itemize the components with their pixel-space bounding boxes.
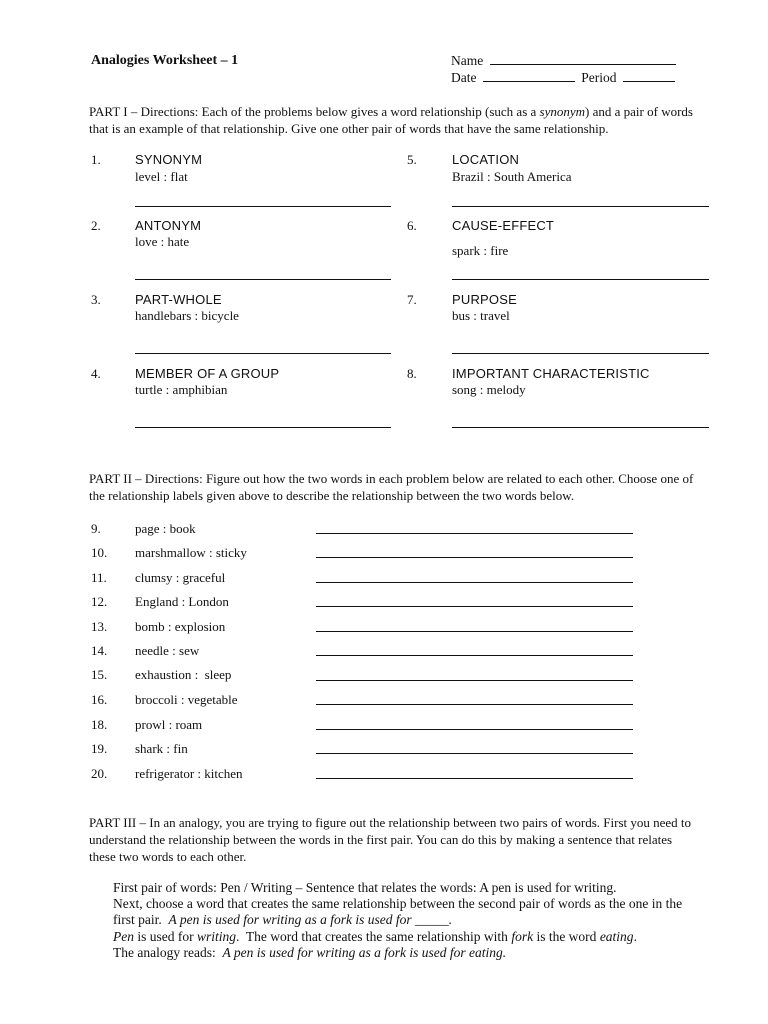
item-number: 13.	[91, 619, 108, 634]
word-pair: turtle : amphibian	[135, 382, 228, 397]
date-label: Date	[451, 70, 477, 85]
answer-line[interactable]	[316, 533, 633, 534]
part3-line5: The analogy reads: A pen is used for writing as a fork is used for eating.	[113, 945, 507, 960]
part3-line3: first pair. A pen is used for writing as a fork is used for _____.	[113, 912, 453, 927]
answer-line[interactable]	[316, 557, 633, 558]
answer-line[interactable]	[316, 680, 633, 681]
answer-line[interactable]	[452, 206, 709, 207]
relationship-label: PART-WHOLE	[135, 292, 222, 307]
word-pair: page : book	[135, 521, 196, 536]
word-pair: handlebars : bicycle	[135, 308, 239, 323]
word-pair: love : hate	[135, 234, 190, 249]
word-pair: marshmallow : sticky	[135, 545, 247, 560]
item-number: 12.	[91, 594, 108, 609]
answer-line[interactable]	[135, 353, 391, 354]
item-number: 15.	[91, 667, 108, 682]
word-pair: level : flat	[135, 169, 188, 184]
word-pair: song : melody	[452, 382, 526, 397]
answer-line[interactable]	[316, 753, 633, 754]
word-pair: Brazil : South America	[452, 169, 572, 184]
answer-line[interactable]	[316, 631, 633, 632]
word-pair: refrigerator : kitchen	[135, 766, 243, 781]
answer-line[interactable]	[452, 427, 709, 428]
item-number: 2.	[91, 218, 101, 233]
item-number: 10.	[91, 545, 108, 560]
word-pair: needle : sew	[135, 643, 200, 658]
word-pair: prowl : roam	[135, 717, 203, 732]
item-number: 18.	[91, 717, 108, 732]
worksheet-title: Analogies Worksheet – 1	[91, 53, 239, 68]
answer-line[interactable]	[135, 427, 391, 428]
item-number: 4.	[91, 366, 101, 381]
relationship-label: LOCATION	[452, 152, 520, 167]
period-label: Period	[581, 70, 617, 85]
part3-line1: First pair of words: Pen / Writing – Sentence that relates the words: A pen is used for writing.	[113, 880, 617, 895]
item-number: 14.	[91, 643, 108, 658]
period-field[interactable]	[623, 81, 675, 82]
word-pair: clumsy : graceful	[135, 570, 226, 585]
item-number: 20.	[91, 766, 108, 781]
answer-line[interactable]	[316, 778, 633, 779]
date-period-line	[451, 70, 675, 86]
answer-line[interactable]	[135, 279, 391, 280]
answer-line[interactable]	[452, 353, 709, 354]
part1-heading: PART I – Directions	[89, 104, 195, 119]
item-number: 7.	[407, 292, 417, 307]
item-number: 9.	[91, 521, 101, 536]
word-pair: exhaustion : sleep	[135, 667, 232, 682]
answer-line[interactable]	[135, 206, 391, 207]
part2-directions: PART II – Directions: Figure out how the two words in each problem below are related to each other. Choose one of the relationship labels given above to describe the relationship between the two words below.	[89, 471, 694, 503]
relationship-label: CAUSE-EFFECT	[452, 218, 555, 233]
answer-line[interactable]	[316, 582, 633, 583]
part3-line4: Pen is used for writing. The word that creates the same relationship with fork is the word eating.	[113, 929, 637, 944]
relationship-label: IMPORTANT CHARACTERISTIC	[452, 366, 650, 381]
relationship-label: PURPOSE	[452, 292, 517, 307]
name-line	[451, 53, 676, 69]
word-pair: England : London	[135, 594, 229, 609]
relationship-label: ANTONYM	[135, 218, 202, 233]
part3-intro: PART III – In an analogy, you are trying to figure out the relationship between two pairs of words. First you need to understand the relationship between the words in the first pair. You can do this by making a sentence that relates these two words to each other.	[89, 815, 692, 864]
date-field[interactable]	[483, 81, 575, 82]
part3-line2: Next, choose a word that creates the same relationship between the second pair of words as the one in the	[113, 896, 683, 911]
item-number: 3.	[91, 292, 101, 307]
word-pair: bomb : explosion	[135, 619, 226, 634]
item-number: 19.	[91, 741, 108, 756]
word-pair: spark : fire	[452, 243, 509, 258]
answer-line[interactable]	[316, 729, 633, 730]
answer-line[interactable]	[316, 655, 633, 656]
item-number: 8.	[407, 366, 417, 381]
relationship-label: MEMBER OF A GROUP	[135, 366, 280, 381]
name-field[interactable]	[490, 64, 676, 65]
name-label: Name	[451, 53, 484, 68]
answer-line[interactable]	[316, 704, 633, 705]
item-number: 16.	[91, 692, 108, 707]
word-pair: shark : fin	[135, 741, 188, 756]
item-number: 1.	[91, 152, 101, 167]
item-number: 11.	[91, 570, 107, 585]
item-number: 5.	[407, 152, 417, 167]
item-number: 6.	[407, 218, 417, 233]
relationship-label: SYNONYM	[135, 152, 203, 167]
word-pair: bus : travel	[452, 308, 510, 323]
word-pair: broccoli : vegetable	[135, 692, 238, 707]
answer-line[interactable]	[452, 279, 709, 280]
answer-line[interactable]	[316, 606, 633, 607]
part1-directions: PART I – Directions: Each of the problems below gives a word relationship (such as a synonym) and a pair of words that is an example of that relationship. Give one other pair of words that have the same relationship.	[89, 104, 693, 136]
